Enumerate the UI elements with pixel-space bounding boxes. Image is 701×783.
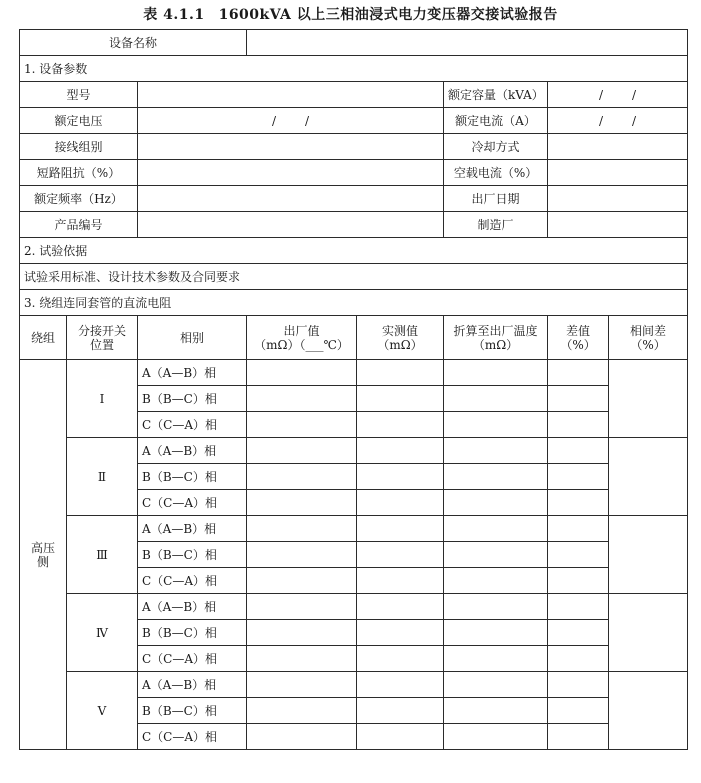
converted-value-cell[interactable] <box>444 542 548 568</box>
tap-position-cell: Ⅱ <box>67 438 138 516</box>
no-load-current-value[interactable] <box>548 160 688 186</box>
measured-value-cell[interactable] <box>357 438 444 464</box>
device-name-value[interactable] <box>247 30 688 56</box>
factory-value-cell[interactable] <box>247 386 357 412</box>
factory-value-cell[interactable] <box>247 542 357 568</box>
factory-value-cell[interactable] <box>247 594 357 620</box>
rated-capacity-label: 额定容量（kVA） <box>444 82 548 108</box>
cooling-method-label: 冷却方式 <box>444 134 548 160</box>
slash-mark: / <box>631 87 637 102</box>
tap-position-cell: Ⅳ <box>67 594 138 672</box>
difference-cell[interactable] <box>548 386 609 412</box>
factory-value-cell[interactable] <box>247 672 357 698</box>
phase-difference-cell[interactable] <box>609 594 688 672</box>
slash-mark: / <box>271 113 277 128</box>
title-text: 1600kVA 以上三相油浸式电力变压器交接试验报告 <box>218 7 558 23</box>
phase-difference-header: 相间差 （%） <box>609 316 688 360</box>
converted-value-cell[interactable] <box>444 594 548 620</box>
measured-value-cell[interactable] <box>357 412 444 438</box>
phase-label: B（B—C）相 <box>138 386 247 412</box>
slash-mark: / <box>598 87 604 102</box>
resistance-row <box>20 672 688 698</box>
rated-voltage-value[interactable] <box>138 108 444 134</box>
short-circuit-impedance-value[interactable] <box>138 160 444 186</box>
measured-value-cell[interactable] <box>357 568 444 594</box>
cooling-method-value[interactable] <box>548 134 688 160</box>
factory-value-cell[interactable] <box>247 438 357 464</box>
difference-cell[interactable] <box>548 646 609 672</box>
difference-cell[interactable] <box>548 516 609 542</box>
test-basis-text: 试验采用标准、设计技术参数及合同要求 <box>20 264 688 290</box>
converted-value-cell[interactable] <box>444 620 548 646</box>
phase-difference-cell[interactable] <box>609 516 688 594</box>
rated-current-value[interactable] <box>548 108 688 134</box>
phase-label: C（C—A）相 <box>138 568 247 594</box>
manufacturer-value[interactable] <box>548 212 688 238</box>
rated-capacity-value[interactable] <box>548 82 688 108</box>
difference-cell[interactable] <box>548 698 609 724</box>
no-load-current-label: 空载电流（%） <box>444 160 548 186</box>
connection-group-label: 接线组别 <box>20 134 138 160</box>
difference-cell[interactable] <box>548 360 609 386</box>
tap-position-header: 分接开关 位置 <box>67 316 138 360</box>
phase-label: A（A—B）相 <box>138 672 247 698</box>
model-value[interactable] <box>138 82 444 108</box>
phase-label: B（B—C）相 <box>138 620 247 646</box>
phase-label: C（C—A）相 <box>138 490 247 516</box>
table-number: 表 4.1.1 <box>143 7 205 23</box>
section-3-heading: 3. 绕组连同套管的直流电阻 <box>20 290 688 316</box>
device-name-label: 设备名称 <box>20 30 247 56</box>
phase-header: 相别 <box>138 316 247 360</box>
measured-value-cell[interactable] <box>357 620 444 646</box>
measured-value-cell[interactable] <box>357 490 444 516</box>
difference-cell[interactable] <box>548 412 609 438</box>
phase-difference-cell[interactable] <box>609 672 688 750</box>
short-circuit-impedance-label: 短路阻抗（%） <box>20 160 138 186</box>
difference-cell[interactable] <box>548 490 609 516</box>
difference-cell[interactable] <box>548 464 609 490</box>
measured-value-cell[interactable] <box>357 646 444 672</box>
slash-mark: / <box>631 113 637 128</box>
measured-value-cell[interactable] <box>357 464 444 490</box>
converted-value-cell[interactable] <box>444 490 548 516</box>
section-2-heading: 2. 试验依据 <box>20 238 688 264</box>
converted-value-header: 折算至出厂温度 （mΩ） <box>444 316 548 360</box>
rated-voltage-label: 额定电压 <box>20 108 138 134</box>
phase-label: A（A—B）相 <box>138 438 247 464</box>
factory-value-header: 出厂值 （mΩ）（___℃） <box>247 316 357 360</box>
factory-value-cell[interactable] <box>247 516 357 542</box>
converted-value-cell[interactable] <box>444 672 548 698</box>
measured-value-cell[interactable] <box>357 594 444 620</box>
factory-value-cell[interactable] <box>247 360 357 386</box>
phase-label: B（B—C）相 <box>138 698 247 724</box>
converted-value-cell[interactable] <box>444 438 548 464</box>
report-table <box>19 29 688 750</box>
winding-header: 绕组 <box>20 316 67 360</box>
phase-label: A（A—B）相 <box>138 360 247 386</box>
factory-value-cell[interactable] <box>247 464 357 490</box>
factory-value-cell[interactable] <box>247 568 357 594</box>
difference-cell[interactable] <box>548 620 609 646</box>
manufacturer-label: 制造厂 <box>444 212 548 238</box>
difference-cell[interactable] <box>548 594 609 620</box>
measured-value-cell[interactable] <box>357 360 444 386</box>
converted-value-cell[interactable] <box>444 360 548 386</box>
factory-value-cell[interactable] <box>247 620 357 646</box>
measured-value-cell[interactable] <box>357 516 444 542</box>
resistance-row <box>20 438 688 464</box>
converted-value-cell[interactable] <box>444 516 548 542</box>
difference-header: 差值 （%） <box>548 316 609 360</box>
measured-value-cell[interactable] <box>357 542 444 568</box>
phase-difference-cell[interactable] <box>609 438 688 516</box>
phase-label: C（C—A）相 <box>138 412 247 438</box>
slash-mark: / <box>598 113 604 128</box>
converted-value-cell[interactable] <box>444 698 548 724</box>
phase-label: B（B—C）相 <box>138 542 247 568</box>
phase-label: B（B—C）相 <box>138 464 247 490</box>
converted-value-cell[interactable] <box>444 412 548 438</box>
rated-current-label: 额定电流（A） <box>444 108 548 134</box>
difference-cell[interactable] <box>548 672 609 698</box>
rated-frequency-label: 额定频率（Hz） <box>20 186 138 212</box>
product-number-label: 产品编号 <box>20 212 138 238</box>
difference-cell[interactable] <box>548 568 609 594</box>
converted-value-cell[interactable] <box>444 464 548 490</box>
resistance-row <box>20 594 688 620</box>
resistance-header-row <box>20 316 688 360</box>
measured-value-cell[interactable] <box>357 386 444 412</box>
rated-frequency-value[interactable] <box>138 186 444 212</box>
measured-value-cell[interactable] <box>357 698 444 724</box>
converted-value-cell[interactable] <box>444 646 548 672</box>
slash-mark: / <box>304 113 310 128</box>
measured-value-cell[interactable] <box>357 672 444 698</box>
tap-position-cell: Ⅴ <box>67 672 138 750</box>
phase-label: C（C—A）相 <box>138 646 247 672</box>
phase-label: C（C—A）相 <box>138 724 247 750</box>
factory-value-cell[interactable] <box>247 490 357 516</box>
tap-position-cell: Ⅰ <box>67 360 138 438</box>
phase-label: A（A—B）相 <box>138 516 247 542</box>
difference-cell[interactable] <box>548 542 609 568</box>
converted-value-cell[interactable] <box>444 724 548 750</box>
resistance-row <box>20 516 688 542</box>
resistance-row <box>20 360 688 386</box>
tap-position-cell: Ⅲ <box>67 516 138 594</box>
phase-difference-cell[interactable] <box>609 360 688 438</box>
section-1-heading: 1. 设备参数 <box>20 56 688 82</box>
phase-label: A（A—B）相 <box>138 594 247 620</box>
product-number-value[interactable] <box>138 212 444 238</box>
manufacture-date-value[interactable] <box>548 186 688 212</box>
model-label: 型号 <box>20 82 138 108</box>
manufacture-date-label: 出厂日期 <box>444 186 548 212</box>
converted-value-cell[interactable] <box>444 568 548 594</box>
difference-cell[interactable] <box>548 724 609 750</box>
report-title <box>0 4 701 24</box>
winding-side-cell: 高压 侧 <box>20 360 67 750</box>
measured-value-header: 实测值 （mΩ） <box>357 316 444 360</box>
connection-group-value[interactable] <box>138 134 444 160</box>
converted-value-cell[interactable] <box>444 386 548 412</box>
factory-value-cell[interactable] <box>247 724 357 750</box>
measured-value-cell[interactable] <box>357 724 444 750</box>
difference-cell[interactable] <box>548 438 609 464</box>
factory-value-cell[interactable] <box>247 646 357 672</box>
factory-value-cell[interactable] <box>247 698 357 724</box>
factory-value-cell[interactable] <box>247 412 357 438</box>
